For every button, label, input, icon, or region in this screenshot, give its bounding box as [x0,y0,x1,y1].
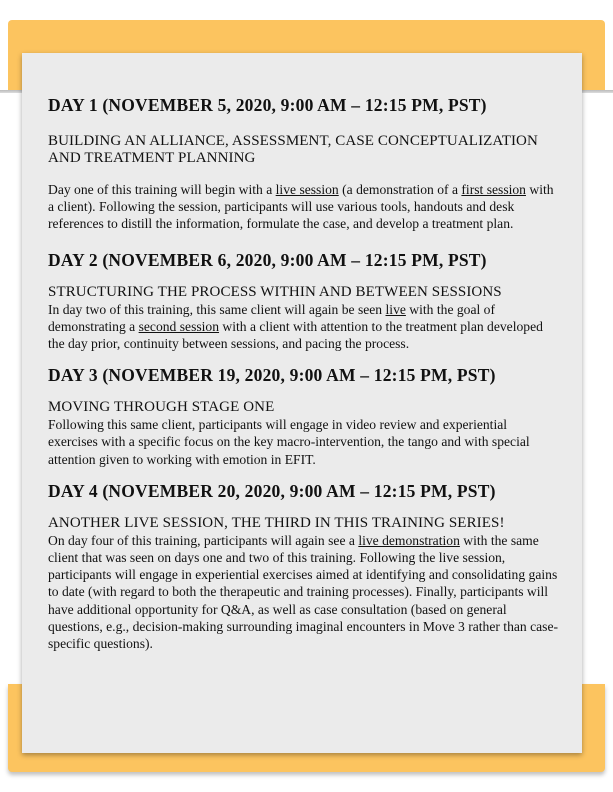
day-2-description: In day two of this training, this same client will again be seen live with the goal of demonstrating a second session with a client with attention to the treatment plan developed the day prior, continuity between sessions, and pacing the process. [48,301,543,352]
day-2-heading: DAY 2 (NOVEMBER 6, 2020, 9:00 AM – 12:15 PM, PST) [48,249,487,270]
day-4-description: On day four of this training, participants will again see a live demonstration with the same client that was seen on days one and two of this training. Following the live session, participants will engage in experiential exercises aimed at identifying and consolidating gains to date (with regard to both the therapeutic and training processes). Finally, participants will have additional opportunity for Q&A, as well as case consultation (based on general questions, e.g., decision-making surrounding imaginal encounters in Move 3 rather than case-specific questions). [48,532,559,652]
day-2-subheading: STRUCTURING THE PROCESS WITHIN AND BETWEEN SESSIONS [48,283,502,300]
day-3-heading: DAY 3 (NOVEMBER 19, 2020, 9:00 AM – 12:15 PM, PST) [48,365,496,386]
day-4-heading: DAY 4 (NOVEMBER 20, 2020, 9:00 AM – 12:15 PM, PST) [48,480,496,501]
live-demonstration-link: live demonstration [358,532,460,548]
day-1-description: Day one of this training will begin with a live session (a demonstration of a first session with a client). Following the session, participants will use various tools, handouts and desk references to distill the information, formulate the case, and develop a treatment plan. [48,182,554,232]
day-1-subheading: BUILDING AN ALLIANCE, ASSESSMENT, CASE CONCEPTUALIZATION AND TREATMENT PLANNING [48,133,538,166]
live-session-link: live session [275,182,339,197]
day-3-subheading: MOVING THROUGH STAGE ONE [48,399,275,416]
schedule-panel [22,53,582,753]
second-session-link: second session [138,318,220,334]
day-3-description: Following this same client, participants will engage in video review and experiential exercises with a specific focus on the key macro-intervention, the tango and with special attention given to working with emotion in EFIT. [48,417,530,467]
day-1-heading: DAY 1 (NOVEMBER 5, 2020, 9:00 AM – 12:15 PM, PST) [48,95,487,115]
live-link: live [385,301,406,317]
day-4-subheading: ANOTHER LIVE SESSION, THE THIRD IN THIS TRAINING SERIES! [48,514,505,531]
first-session-link: first session [461,182,526,197]
